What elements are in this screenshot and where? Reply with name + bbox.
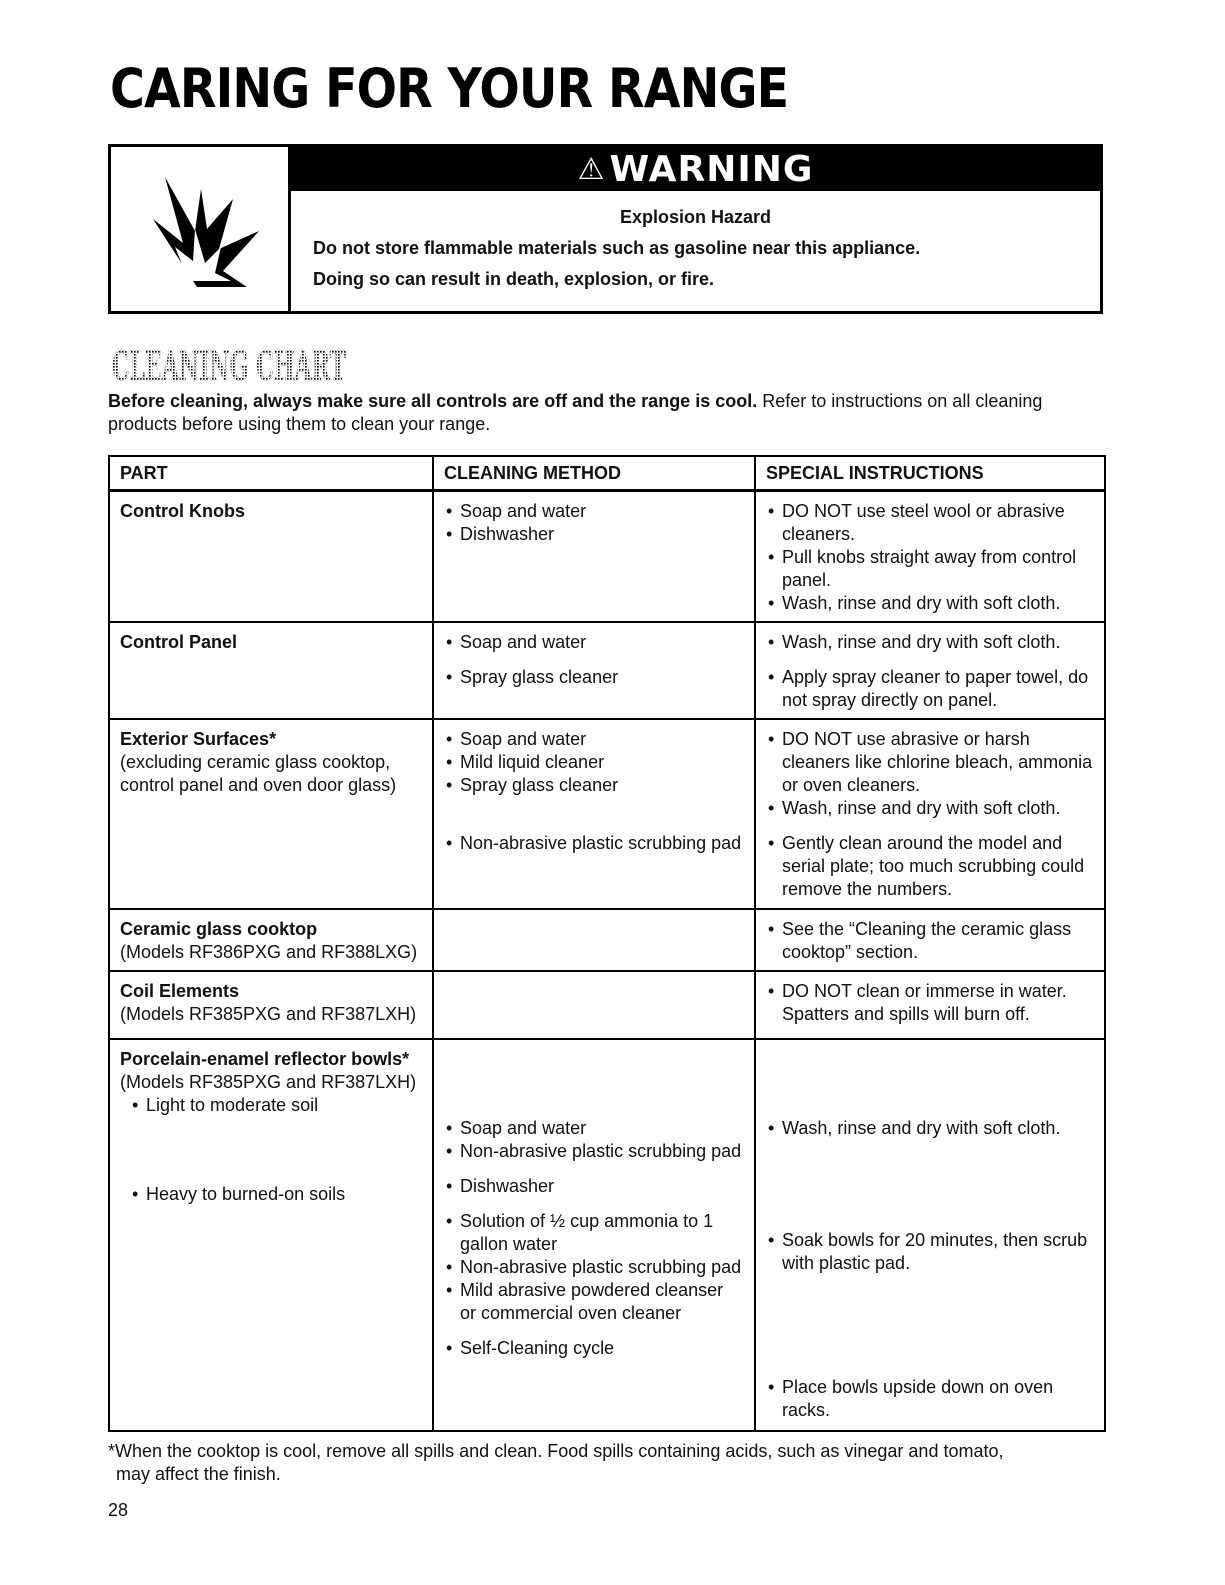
page-title: CARING FOR YOUR RANGE bbox=[110, 57, 789, 120]
svg-text:CLEANING CHART: CLEANING CHART bbox=[112, 343, 347, 390]
section-title bbox=[110, 336, 370, 390]
instruction-item: • DO NOT use abrasive or harsh cleaners like chlorine bleach, ammonia or oven cleaners. bbox=[766, 728, 1094, 797]
soil-level-light: • Light to moderate soil bbox=[120, 1094, 422, 1117]
method-item: • Soap and water bbox=[444, 631, 744, 654]
method-item: • Spray glass cleaner bbox=[444, 666, 744, 689]
part-note: (Models RF386PXG and RF388LXG) bbox=[120, 942, 418, 962]
table-row bbox=[109, 622, 1105, 719]
method-item: • Dishwasher bbox=[444, 523, 744, 546]
warning-box bbox=[108, 144, 1103, 314]
warning-hazard: Explosion Hazard bbox=[619, 207, 772, 227]
method-item: • Self-Cleaning cycle bbox=[444, 1337, 744, 1360]
method-item: • Non-abrasive plastic scrubbing pad bbox=[444, 1256, 744, 1279]
explosion-icon bbox=[111, 147, 291, 311]
warning-line-2: Doing so can result in death, explosion, or fire. bbox=[313, 269, 715, 289]
part-name: Control Panel bbox=[120, 632, 238, 652]
part-name: Porcelain-enamel reflector bowls* bbox=[120, 1049, 410, 1069]
table-row bbox=[109, 909, 1105, 971]
part-name: Ceramic glass cooktop bbox=[120, 919, 318, 939]
cleaning-chart-table bbox=[108, 455, 1106, 1432]
instruction-item: • DO NOT use steel wool or abrasive cleaners. bbox=[766, 500, 1094, 546]
instruction-item: • Pull knobs straight away from control panel. bbox=[766, 546, 1094, 592]
method-item: • Soap and water bbox=[444, 728, 744, 751]
instruction-item: • Apply spray cleaner to paper towel, do not spray directly on panel. bbox=[766, 666, 1094, 712]
warning-header: ⚠ WARNING bbox=[291, 147, 1100, 191]
instruction-item: • Gently clean around the model and serial plate; too much scrubbing could remove the numbers. bbox=[766, 832, 1094, 901]
instruction-item: • Soak bowls for 20 minutes, then scrub with plastic pad. bbox=[766, 1229, 1094, 1275]
col-header-method: CLEANING METHOD bbox=[433, 456, 755, 491]
footnote: *When the cooktop is cool, remove all spills and clean. Food spills containing acids, such as vinegar and tomato, may affect the finish. bbox=[108, 1441, 1004, 1484]
soil-level-heavy: • Heavy to burned-on soils bbox=[120, 1183, 422, 1206]
method-item: • Mild liquid cleaner bbox=[444, 751, 744, 774]
warning-line-1: Do not store flammable materials such as gasoline near this appliance. bbox=[313, 238, 921, 258]
method-item: • Spray glass cleaner bbox=[444, 774, 744, 797]
instruction-item: • Wash, rinse and dry with soft cloth. bbox=[766, 592, 1094, 615]
instruction-item: • Wash, rinse and dry with soft cloth. bbox=[766, 1117, 1094, 1140]
warning-triangle-icon: ⚠ bbox=[577, 151, 606, 187]
table-row bbox=[109, 491, 1105, 623]
part-note: (Models RF385PXG and RF387LXH) bbox=[120, 1004, 417, 1024]
page-number: 28 bbox=[108, 1500, 129, 1520]
method-item: • Mild abrasive powdered cleanser or commercial oven cleaner bbox=[444, 1279, 744, 1325]
method-item: • Soap and water bbox=[444, 500, 744, 523]
part-name: Control Knobs bbox=[120, 501, 245, 521]
instruction-item: • Wash, rinse and dry with soft cloth. bbox=[766, 631, 1094, 654]
part-note: (Models RF385PXG and RF387LXH) bbox=[120, 1072, 417, 1092]
part-note: (excluding ceramic glass cooktop, control panel and oven door glass) bbox=[120, 752, 397, 795]
intro-paragraph: Before cleaning, always make sure all controls are off and the range is cool. Refer to instructions on all cleaning products before using them to clean your range. bbox=[108, 391, 1043, 434]
table-row bbox=[109, 719, 1105, 909]
col-header-part: PART bbox=[109, 456, 433, 491]
table-row bbox=[109, 971, 1105, 1039]
method-item: • Dishwasher bbox=[444, 1175, 744, 1198]
table-row bbox=[109, 1039, 1105, 1431]
instruction-item: • DO NOT clean or immerse in water. Spatters and spills will burn off. bbox=[766, 980, 1094, 1026]
method-item: • Non-abrasive plastic scrubbing pad bbox=[444, 832, 744, 855]
instruction-item: • Place bowls upside down on oven racks. bbox=[766, 1376, 1094, 1422]
part-name: Exterior Surfaces* bbox=[120, 729, 277, 749]
col-header-instructions: SPECIAL INSTRUCTIONS bbox=[755, 456, 1105, 491]
instruction-item: • See the “Cleaning the ceramic glass cooktop” section. bbox=[766, 918, 1094, 964]
method-item: • Soap and water bbox=[444, 1117, 744, 1140]
method-item: • Solution of ½ cup ammonia to 1 gallon water bbox=[444, 1210, 744, 1256]
method-item: • Non-abrasive plastic scrubbing pad bbox=[444, 1140, 744, 1163]
part-name: Coil Elements bbox=[120, 981, 240, 1001]
table-header-row bbox=[109, 456, 1105, 491]
instruction-item: • Wash, rinse and dry with soft cloth. bbox=[766, 797, 1094, 820]
